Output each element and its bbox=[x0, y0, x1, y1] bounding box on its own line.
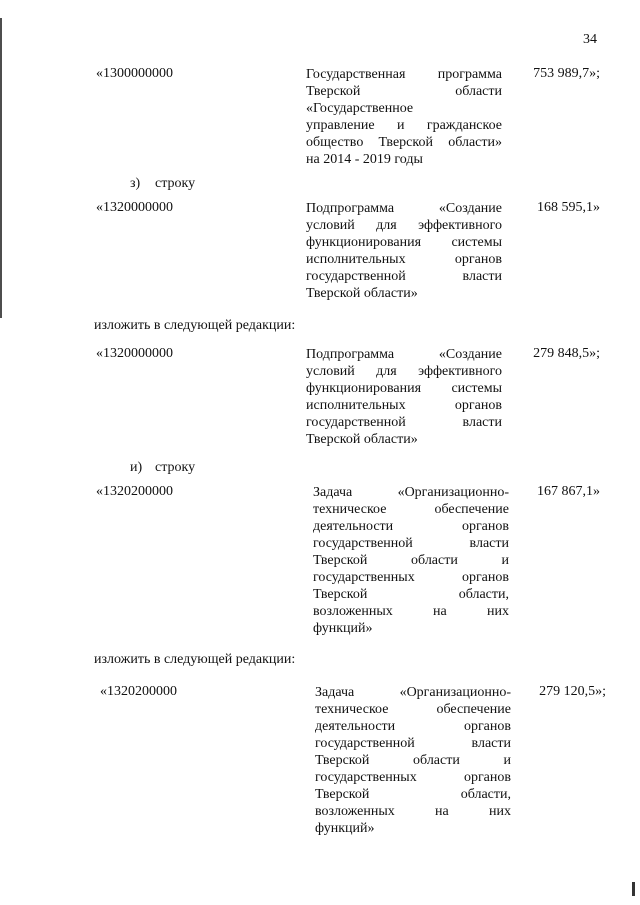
amount-value: 279 848,5»; bbox=[533, 346, 600, 361]
subitem-letter: и) bbox=[130, 460, 143, 475]
subitem-word: строку bbox=[155, 460, 196, 475]
entry-description bbox=[306, 200, 502, 302]
description-line: Задача «Организационно- bbox=[315, 685, 511, 700]
scan-edge-mark bbox=[632, 882, 635, 896]
budget-code: «1320000000 bbox=[96, 346, 173, 361]
description-line: Тверской области bbox=[306, 84, 502, 99]
budget-code: «1320000000 bbox=[96, 200, 173, 215]
description-line: функционирования системы bbox=[306, 381, 502, 396]
description-line: государственных органов bbox=[315, 770, 511, 785]
description-line: техническое обеспечение bbox=[313, 502, 509, 517]
description-line: возложенных на них bbox=[315, 804, 511, 819]
entry-description bbox=[306, 66, 502, 168]
description-line: исполнительных органов bbox=[306, 252, 502, 267]
description-line: условий для эффективного bbox=[306, 218, 502, 233]
description-line: функций» bbox=[315, 821, 375, 836]
description-line: Тверской области и bbox=[315, 753, 511, 768]
description-line: исполнительных органов bbox=[306, 398, 502, 413]
description-line: функционирования системы bbox=[306, 235, 502, 250]
description-line: Подпрограмма «Создание bbox=[306, 347, 502, 362]
description-line: Подпрограмма «Создание bbox=[306, 201, 502, 216]
description-line: возложенных на них bbox=[313, 604, 509, 619]
description-line: Тверской области» bbox=[306, 286, 418, 301]
description-line: Государственная программа bbox=[306, 67, 502, 82]
description-line: государственной власти bbox=[315, 736, 511, 751]
description-line: общество Тверской области» bbox=[306, 135, 502, 150]
scan-edge-line bbox=[0, 18, 2, 318]
budget-code: «1300000000 bbox=[96, 66, 173, 81]
amount-value: 279 120,5»; bbox=[539, 684, 606, 699]
description-line: государственной власти bbox=[306, 269, 502, 284]
entry-description bbox=[306, 346, 502, 448]
amount-value: 167 867,1» bbox=[537, 484, 600, 499]
description-line: Тверской области» bbox=[306, 432, 418, 447]
amount-value: 753 989,7»; bbox=[533, 66, 600, 81]
description-line: управление и гражданское bbox=[306, 118, 502, 133]
description-line: на 2014 - 2019 годы bbox=[306, 152, 423, 167]
description-line: деятельности органов bbox=[315, 719, 511, 734]
description-line: техническое обеспечение bbox=[315, 702, 511, 717]
description-line: Тверской области, bbox=[313, 587, 509, 602]
description-line: Тверской области и bbox=[313, 553, 509, 568]
description-line: «Государственное bbox=[306, 101, 414, 116]
description-line: государственной власти bbox=[313, 536, 509, 551]
description-line: государственных органов bbox=[313, 570, 509, 585]
description-line: условий для эффективного bbox=[306, 364, 502, 379]
page-number: 34 bbox=[583, 32, 597, 47]
description-line: государственной власти bbox=[306, 415, 502, 430]
entry-description bbox=[315, 684, 511, 837]
instruction-text: изложить в следующей редакции: bbox=[94, 652, 296, 667]
description-line: Тверской области, bbox=[315, 787, 511, 802]
budget-code: «1320200000 bbox=[96, 484, 173, 499]
instruction-text: изложить в следующей редакции: bbox=[94, 318, 296, 333]
description-line: деятельности органов bbox=[313, 519, 509, 534]
description-line: функций» bbox=[313, 621, 373, 636]
entry-description bbox=[313, 484, 509, 637]
amount-value: 168 595,1» bbox=[537, 200, 600, 215]
description-line: Задача «Организационно- bbox=[313, 485, 509, 500]
subitem-letter: з) bbox=[130, 176, 141, 191]
budget-code: «1320200000 bbox=[100, 684, 177, 699]
subitem-word: строку bbox=[155, 176, 196, 191]
